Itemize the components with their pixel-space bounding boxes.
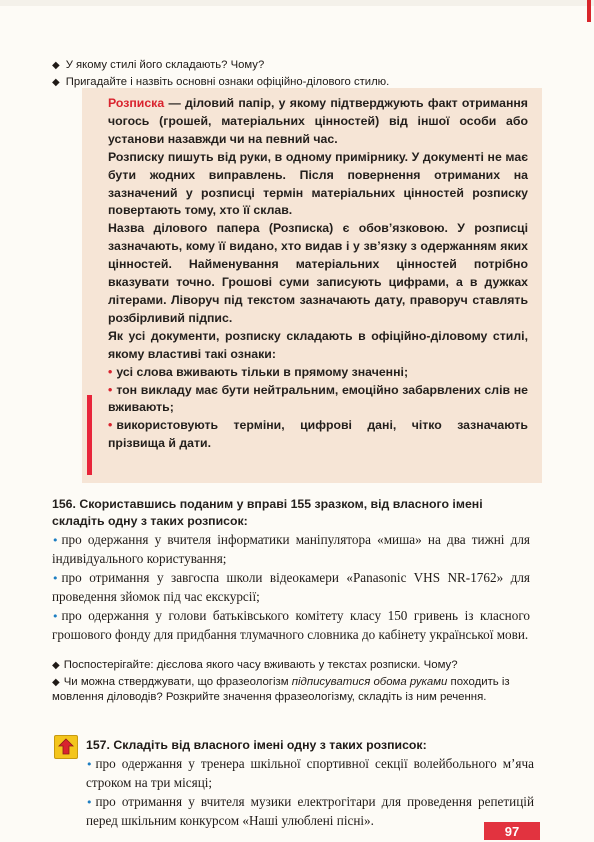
question-1 xyxy=(52,58,264,73)
list-item-text: про одержання у вчителя інформатики маніпулятора «миша» на два тижні для індивідуального користування; xyxy=(52,532,530,567)
bullet-icon: • xyxy=(108,418,113,433)
rule-box-accent-bar xyxy=(87,395,92,475)
question-1-text: У якому стилі його складають? Чому? xyxy=(65,59,265,71)
diamond-icon: ◆ xyxy=(52,660,60,671)
bullet-icon: • xyxy=(108,364,113,379)
list-item-text: про одержання у тренера шкільної спортивної секції волейбольного м’яча строком на три місяці; xyxy=(86,756,534,791)
exercise-157-list xyxy=(86,755,534,831)
list-item-text: про отримання у вчителя музики електрогітари для проведення репетицій перед шкільним конкурсом «Наші улюблені пісні». xyxy=(86,793,534,829)
list-item xyxy=(86,793,534,831)
rule-bullet xyxy=(108,364,528,382)
creative-task-icon xyxy=(54,735,78,759)
bullet-icon: • xyxy=(52,609,59,623)
rule-paragraph-4: Як усі документи, розписку складають в офіційно-діловому стилі, якому властиві такі ознаки: xyxy=(108,328,528,361)
note-1-text: Поспостерігайте: дієслова якого часу вживають у текстах розписки. Чому? xyxy=(63,659,458,671)
rule-content xyxy=(108,95,528,453)
list-item xyxy=(52,569,530,607)
bullet-icon: • xyxy=(86,795,93,809)
bullet-icon: • xyxy=(108,382,113,397)
rule-paragraph-2: Розписку пишуть від руки, в одному примірнику. У документі не має бути жодних виправлень. Після повернення отриманих на зазначений у розписці термін матеріальних цінностей розписку повертають тому, хто її склав. xyxy=(108,149,528,218)
exercise-157-title: 157. Складіть від власного імені одну з таких розписок: xyxy=(86,738,427,752)
diamond-icon: ◆ xyxy=(52,677,60,688)
rule-paragraph-3: Назва ділового папера (Розписка) є обов’язковою. У розписці зазначають, кому її видано, хто видав і у зв’язку з одержанням яких цінностей. Найменування матеріальних цінностей потрібно вказувати точно. Грошові суми записують цифрами, а в дужках літерами. Ліворуч під текстом зазначають дату, праворуч ставлять розбірливий підпис. xyxy=(108,221,528,325)
diamond-icon: ◆ xyxy=(52,60,60,71)
rule-bullet-text: усі слова вживають тільки в прямому значенні; xyxy=(116,364,409,379)
bullet-icon: • xyxy=(52,571,59,585)
list-item-text: про отримання у завгоспа школи відеокамери «Panasonic VHS NR-1762» для проведення зйомок під час екскурсії; xyxy=(52,569,530,605)
list-item xyxy=(52,531,530,569)
rule-bullet-text: тон викладу має бути нейтральним, емоційно забарвлених слів не вживають; xyxy=(108,382,528,415)
exercise-156-list xyxy=(52,531,530,644)
page-number: 97 xyxy=(484,822,540,840)
note-2 xyxy=(52,675,532,705)
rule-definition-text: — діловий папір, у якому підтверджують факт отримання чогось (грошей, матеріальних цінностей) від іншої особи або установи назавжди чи на певний час. xyxy=(108,96,528,146)
note-1 xyxy=(52,658,532,673)
rule-bullet xyxy=(108,382,528,418)
diamond-icon: ◆ xyxy=(52,77,60,88)
rule-bullet xyxy=(108,417,528,453)
note-2-phraseologism: підписуватися обома руками xyxy=(291,676,448,688)
corner-mark xyxy=(587,0,591,22)
rule-bullet-text: використовують терміни, цифрові дані, чітко зазначають прізвища й дати. xyxy=(108,418,528,451)
list-item-text: про одержання у голови батьківського комітету класу 150 гривень із класного грошового фонду для придбання тлумачного словника до кабінету української мови. xyxy=(52,607,530,643)
list-item xyxy=(52,607,530,645)
note-2-text-b: походить із мовлення діловодів? Розкрийте значення фразеологізму, складіть із ним речення. xyxy=(52,676,510,704)
rule-term: Розписка xyxy=(108,96,165,110)
bullet-icon: • xyxy=(52,534,59,547)
top-rule xyxy=(0,0,594,6)
rule-definition xyxy=(108,95,528,149)
note-2-text-a: Чи можна стверджувати, що фразеологізм xyxy=(63,676,292,688)
exercise-156-title: 156. Скориставшись поданим у вправі 155 зразком, від власного імені складіть одну з таких розписок: xyxy=(52,497,483,528)
question-2-text: Пригадайте і назвіть основні ознаки офіційно-ділового стилю. xyxy=(65,76,390,88)
list-item xyxy=(86,755,534,793)
bullet-icon: • xyxy=(86,758,93,771)
